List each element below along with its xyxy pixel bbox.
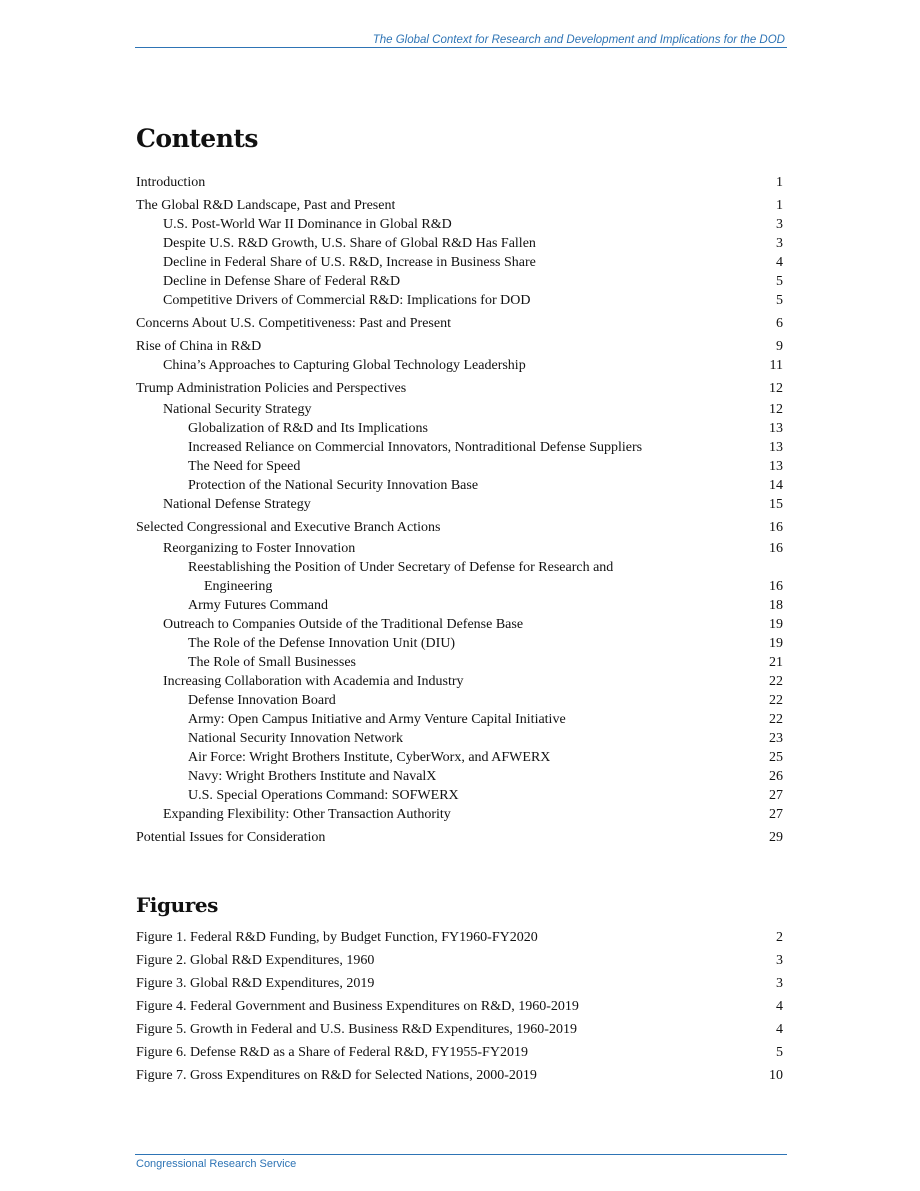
toc-entry[interactable] [136, 252, 783, 271]
toc-entry-page: 6 [776, 316, 783, 331]
figure-entry-page: 2 [776, 930, 783, 945]
toc-entry[interactable] [136, 399, 783, 418]
figure-entry-page: 4 [776, 999, 783, 1014]
toc-entry-title: Despite U.S. R&D Growth, U.S. Share of Global R&D Has Fallen [163, 236, 536, 251]
toc-entry[interactable] [136, 728, 783, 747]
toc-entry-title: Defense Innovation Board [188, 693, 336, 708]
toc-entry-title: Potential Issues for Consideration [136, 830, 326, 845]
toc-entry-continuation[interactable] [136, 576, 783, 595]
toc-entry-page: 4 [776, 255, 783, 270]
toc-entry-page: 16 [769, 579, 783, 594]
toc-entry-page: 3 [776, 236, 783, 251]
toc-entry[interactable] [136, 437, 783, 456]
toc-entry-title: Air Force: Wright Brothers Institute, CyberWorx, and AFWERX [188, 750, 551, 765]
toc-entry-page: 13 [769, 421, 783, 436]
figure-entry[interactable] [136, 927, 783, 946]
toc-entry[interactable] [136, 747, 783, 766]
running-header [135, 33, 787, 48]
toc-entry-page: 14 [769, 478, 783, 493]
toc-entry-page: 13 [769, 440, 783, 455]
toc-entry-page: 1 [776, 175, 783, 190]
footer-text: Congressional Research Service [136, 1158, 297, 1170]
toc-entry[interactable] [136, 517, 783, 536]
toc-entry-title: Engineering [204, 579, 273, 594]
toc-entry-title: Rise of China in R&D [136, 339, 262, 354]
toc-entry-title: Army: Open Campus Initiative and Army Venture Capital Initiative [188, 712, 566, 727]
toc-entry-title: Globalization of R&D and Its Implications [188, 421, 428, 436]
toc-entry-title: Reestablishing the Position of Under Secretary of Defense for Research and [188, 560, 614, 575]
toc-entry[interactable] [136, 827, 783, 846]
toc-entry[interactable] [136, 614, 783, 633]
toc-entry-title: Trump Administration Policies and Perspectives [136, 381, 407, 396]
toc-entry[interactable] [136, 271, 783, 290]
toc-entry-title: The Role of the Defense Innovation Unit (DIU) [188, 636, 456, 651]
figure-entry-page: 10 [769, 1068, 783, 1083]
toc-entry-page: 22 [769, 712, 783, 727]
toc-entry-page: 12 [769, 381, 783, 396]
toc-entry[interactable] [136, 595, 783, 614]
toc-entry-page: 16 [769, 520, 783, 535]
toc-entry-page: 13 [769, 459, 783, 474]
figure-entry[interactable] [136, 950, 783, 969]
toc-entry-title: Increased Reliance on Commercial Innovators, Nontraditional Defense Suppliers [188, 440, 643, 455]
toc-entry-title: Reorganizing to Foster Innovation [163, 541, 356, 556]
toc-entry-page: 12 [769, 402, 783, 417]
toc-entry-title: Selected Congressional and Executive Branch Actions [136, 520, 441, 535]
toc-entry-title: Competitive Drivers of Commercial R&D: Implications for DOD [163, 293, 531, 308]
toc-entry-page: 19 [769, 617, 783, 632]
toc-entry-page: 5 [776, 293, 783, 308]
toc-entry-title: Concerns About U.S. Competitiveness: Past and Present [136, 316, 451, 331]
toc-entry-page: 11 [769, 358, 783, 373]
toc-entry[interactable] [136, 709, 783, 728]
toc-entry-title: Army Futures Command [188, 598, 328, 613]
figure-entry-title: Figure 7. Gross Expenditures on R&D for Selected Nations, 2000-2019 [136, 1068, 537, 1083]
toc-entry-title: Protection of the National Security Innovation Base [188, 478, 479, 493]
toc-entry[interactable] [136, 538, 783, 557]
running-header-title: The Global Context for Research and Development and Implications for the DOD [372, 34, 785, 46]
toc-entry[interactable] [136, 633, 783, 652]
toc-entry-title: Increasing Collaboration with Academia and Industry [163, 674, 464, 689]
toc-entry[interactable] [136, 418, 783, 437]
toc-entry[interactable] [136, 336, 783, 355]
toc-entry[interactable] [136, 652, 783, 671]
toc-entry-title: The Need for Speed [188, 459, 301, 474]
toc-entry-page: 16 [769, 541, 783, 556]
figure-entry-page: 3 [776, 976, 783, 991]
toc-entry[interactable] [136, 214, 783, 233]
figure-entry[interactable] [136, 1019, 783, 1038]
toc-entry-title: The Global R&D Landscape, Past and Present [136, 198, 396, 213]
toc-entry-page: 27 [769, 807, 783, 822]
toc-entry-title: National Defense Strategy [163, 497, 311, 512]
toc-entry-title: China’s Approaches to Capturing Global Technology Leadership [163, 358, 526, 373]
figure-entry[interactable] [136, 973, 783, 992]
toc-entry-page: 9 [776, 339, 783, 354]
toc-entry[interactable] [136, 557, 783, 576]
figure-entry-title: Figure 5. Growth in Federal and U.S. Business R&D Expenditures, 1960-2019 [136, 1022, 577, 1037]
figure-entry-title: Figure 2. Global R&D Expenditures, 1960 [136, 953, 375, 968]
toc-entry-page: 26 [769, 769, 783, 784]
figure-entry-title: Figure 4. Federal Government and Business Expenditures on R&D, 1960-2019 [136, 999, 579, 1014]
toc-entry-page: 21 [769, 655, 783, 670]
toc-entry-title: National Security Strategy [163, 402, 312, 417]
toc-entry-page: 15 [769, 497, 783, 512]
figure-entry-title: Figure 1. Federal R&D Funding, by Budget Function, FY1960-FY2020 [136, 930, 538, 945]
toc-entry[interactable] [136, 172, 783, 191]
toc-entry[interactable] [136, 494, 783, 513]
toc-entry[interactable] [136, 456, 783, 475]
figure-entry[interactable] [136, 1065, 783, 1084]
figure-entry[interactable] [136, 1042, 783, 1061]
toc-entry-title: U.S. Post-World War II Dominance in Global R&D [163, 217, 452, 232]
toc-entry-title: The Role of Small Businesses [188, 655, 356, 670]
toc-entry-title: U.S. Special Operations Command: SOFWERX [188, 788, 459, 803]
toc-entry-page: 5 [776, 274, 783, 289]
figure-entry[interactable] [136, 996, 783, 1015]
toc-entry[interactable] [136, 378, 783, 397]
toc-entry-page: 27 [769, 788, 783, 803]
figure-entry-page: 5 [776, 1045, 783, 1060]
toc-entry-title: Decline in Defense Share of Federal R&D [163, 274, 401, 289]
toc-entry-title: Expanding Flexibility: Other Transaction Authority [163, 807, 451, 822]
toc-entry-title: National Security Innovation Network [188, 731, 404, 746]
figure-entry-title: Figure 6. Defense R&D as a Share of Federal R&D, FY1955-FY2019 [136, 1045, 528, 1060]
figures-heading: Figures [136, 893, 219, 917]
toc-entry[interactable] [136, 313, 783, 332]
toc-entry-title: Navy: Wright Brothers Institute and NavalX [188, 769, 437, 784]
contents-heading: Contents [136, 124, 259, 153]
toc-entry-page: 25 [769, 750, 783, 765]
figure-entry-page: 4 [776, 1022, 783, 1037]
toc-entry-page: 23 [769, 731, 783, 746]
toc-entry[interactable] [136, 766, 783, 785]
toc-entry[interactable] [136, 690, 783, 709]
toc-entry-page: 19 [769, 636, 783, 651]
toc-entry-title: Decline in Federal Share of U.S. R&D, Increase in Business Share [163, 255, 536, 270]
toc-entry[interactable] [136, 785, 783, 804]
running-footer [135, 1154, 787, 1170]
toc-entry[interactable] [136, 233, 783, 252]
toc-entry-title: Introduction [136, 175, 206, 190]
toc-entry-page: 1 [776, 198, 783, 213]
toc-entry[interactable] [136, 475, 783, 494]
toc-entry[interactable] [136, 290, 783, 309]
toc-entry[interactable] [136, 355, 783, 374]
toc-entry-page: 22 [769, 674, 783, 689]
toc-entry-page: 22 [769, 693, 783, 708]
figure-entry-page: 3 [776, 953, 783, 968]
toc-entry[interactable] [136, 671, 783, 690]
toc-entry[interactable] [136, 195, 783, 214]
toc-entry-page: 18 [769, 598, 783, 613]
toc-entry[interactable] [136, 804, 783, 823]
toc-entry-page: 3 [776, 217, 783, 232]
figure-entry-title: Figure 3. Global R&D Expenditures, 2019 [136, 976, 375, 991]
toc-entry-title: Outreach to Companies Outside of the Traditional Defense Base [163, 617, 524, 632]
toc-entry-page: 29 [769, 830, 783, 845]
